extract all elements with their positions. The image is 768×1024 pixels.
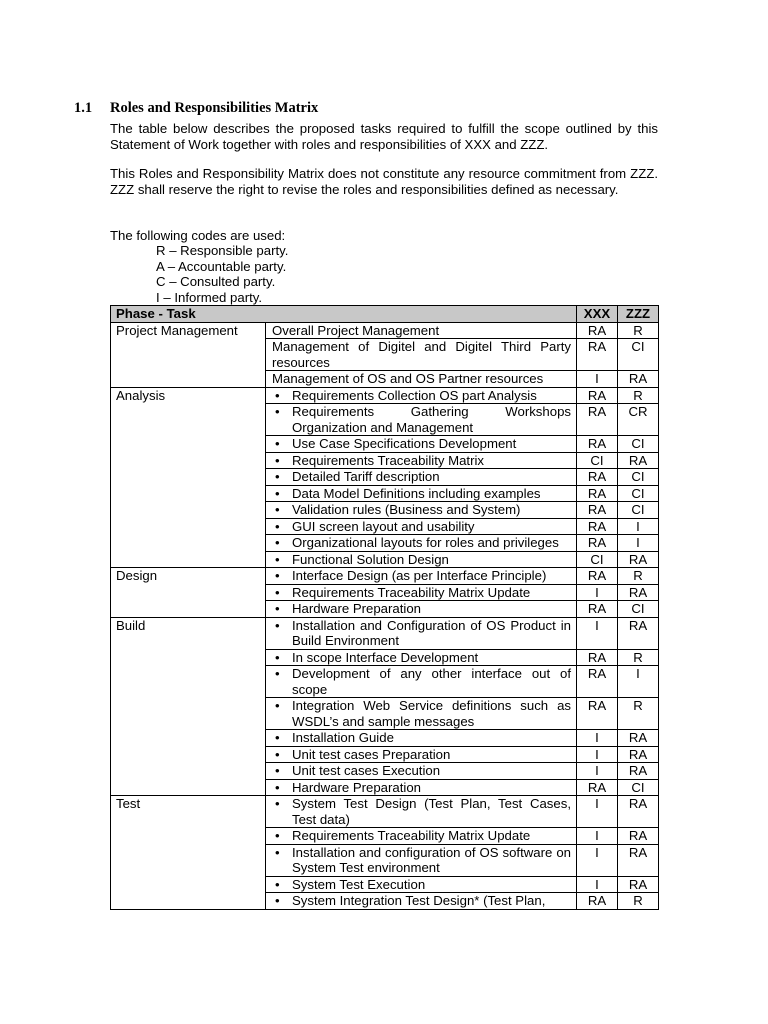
phase-cell: Design bbox=[111, 568, 266, 618]
role-code-zzz: CI bbox=[618, 779, 659, 796]
task-cell: • In scope Interface Development bbox=[266, 649, 577, 666]
code-item: I – Informed party. bbox=[156, 289, 263, 305]
task-cell: • Detailed Tariff description bbox=[266, 469, 577, 486]
task-cell: • System Integration Test Design* (Test Plan, bbox=[266, 893, 577, 910]
role-code-xxx: I bbox=[577, 730, 618, 747]
role-code-zzz: I bbox=[618, 535, 659, 552]
task-cell: Management of Digitel and Digitel Third Party resources bbox=[266, 339, 577, 371]
role-code-zzz: CR bbox=[618, 404, 659, 436]
role-code-xxx: RA bbox=[577, 404, 618, 436]
role-code-xxx: RA bbox=[577, 893, 618, 910]
task-cell: • Unit test cases Preparation bbox=[266, 746, 577, 763]
table-row bbox=[111, 796, 659, 828]
role-code-xxx: I bbox=[577, 876, 618, 893]
task-cell: • GUI screen layout and usability bbox=[266, 518, 577, 535]
task-cell: • Installation and configuration of OS software on System Test environment bbox=[266, 844, 577, 876]
task-cell: • Hardware Preparation bbox=[266, 601, 577, 618]
task-cell: • Validation rules (Business and System) bbox=[266, 502, 577, 519]
task-cell: • Requirements Traceability Matrix bbox=[266, 452, 577, 469]
role-code-zzz: I bbox=[618, 518, 659, 535]
task-cell: Management of OS and OS Partner resources bbox=[266, 371, 577, 388]
role-code-xxx: RA bbox=[577, 339, 618, 371]
header-zzz: ZZZ bbox=[618, 306, 659, 323]
task-cell: • Interface Design (as per Interface Principle) bbox=[266, 568, 577, 585]
phase-cell: Analysis bbox=[111, 387, 266, 568]
task-cell: • Data Model Definitions including examples bbox=[266, 485, 577, 502]
role-code-zzz: RA bbox=[618, 844, 659, 876]
role-code-zzz: RA bbox=[618, 617, 659, 649]
role-code-xxx: RA bbox=[577, 322, 618, 339]
role-code-zzz: CI bbox=[618, 601, 659, 618]
table-row bbox=[111, 617, 659, 649]
role-code-zzz: RA bbox=[618, 452, 659, 469]
role-code-xxx: I bbox=[577, 763, 618, 780]
task-cell: • Requirements Traceability Matrix Update bbox=[266, 584, 577, 601]
role-code-xxx: RA bbox=[577, 698, 618, 730]
role-code-zzz: RA bbox=[618, 828, 659, 845]
table-body bbox=[111, 322, 659, 909]
role-code-zzz: R bbox=[618, 649, 659, 666]
role-code-xxx: RA bbox=[577, 666, 618, 698]
roles-matrix-table bbox=[110, 305, 659, 910]
table-row bbox=[111, 387, 659, 404]
task-cell: • Functional Solution Design bbox=[266, 551, 577, 568]
role-code-zzz: CI bbox=[618, 485, 659, 502]
phase-cell: Project Management bbox=[111, 322, 266, 387]
task-cell: • System Test Execution bbox=[266, 876, 577, 893]
role-code-zzz: CI bbox=[618, 339, 659, 371]
section-heading bbox=[74, 101, 318, 117]
intro-paragraph: The table below describes the proposed tasks required to fulfill the scope outlined by this Statement of Work together with roles and responsibilities of XXX and ZZZ. bbox=[110, 121, 658, 152]
section-number: 1.1 bbox=[74, 100, 93, 116]
role-code-xxx: RA bbox=[577, 502, 618, 519]
task-cell: • Integration Web Service definitions such as WSDL’s and sample messages bbox=[266, 698, 577, 730]
role-code-zzz: R bbox=[618, 893, 659, 910]
role-code-xxx: RA bbox=[577, 535, 618, 552]
role-code-zzz: RA bbox=[618, 551, 659, 568]
task-cell: • Installation and Configuration of OS Product in Build Environment bbox=[266, 617, 577, 649]
codes-intro: The following codes are used: bbox=[110, 228, 286, 243]
table-row bbox=[111, 568, 659, 585]
section-title: Roles and Responsibilities Matrix bbox=[110, 100, 319, 116]
role-code-xxx: RA bbox=[577, 779, 618, 796]
role-code-zzz: CI bbox=[618, 469, 659, 486]
role-code-zzz: RA bbox=[618, 763, 659, 780]
task-cell: • Organizational layouts for roles and privileges bbox=[266, 535, 577, 552]
role-code-zzz: RA bbox=[618, 730, 659, 747]
role-code-zzz: RA bbox=[618, 371, 659, 388]
role-code-xxx: I bbox=[577, 617, 618, 649]
role-code-xxx: RA bbox=[577, 436, 618, 453]
role-code-zzz: RA bbox=[618, 796, 659, 828]
task-cell: • Development of any other interface out of scope bbox=[266, 666, 577, 698]
role-code-zzz: RA bbox=[618, 584, 659, 601]
phase-cell: Build bbox=[111, 617, 266, 796]
codes-list bbox=[156, 243, 288, 305]
role-code-xxx: CI bbox=[577, 452, 618, 469]
task-cell: • Unit test cases Execution bbox=[266, 763, 577, 780]
role-code-xxx: CI bbox=[577, 551, 618, 568]
role-code-zzz: CI bbox=[618, 502, 659, 519]
commitment-paragraph: This Roles and Responsibility Matrix does not constitute any resource commitment from ZZZ. ZZZ shall reserve the right to revise the roles and responsibilities defined as necessary. bbox=[110, 166, 658, 197]
role-code-zzz: RA bbox=[618, 876, 659, 893]
code-item: C – Consulted party. bbox=[156, 274, 276, 289]
role-code-zzz: R bbox=[618, 698, 659, 730]
role-code-zzz: R bbox=[618, 568, 659, 585]
task-cell: • Requirements Traceability Matrix Update bbox=[266, 828, 577, 845]
task-cell: Overall Project Management bbox=[266, 322, 577, 339]
role-code-xxx: I bbox=[577, 828, 618, 845]
role-code-xxx: RA bbox=[577, 568, 618, 585]
role-code-xxx: I bbox=[577, 746, 618, 763]
task-cell: • Requirements Collection OS part Analysis bbox=[266, 387, 577, 404]
code-item: R – Responsible party. bbox=[156, 243, 289, 258]
role-code-xxx: RA bbox=[577, 469, 618, 486]
role-code-xxx: RA bbox=[577, 485, 618, 502]
header-xxx: XXX bbox=[577, 306, 618, 323]
task-cell: • System Test Design (Test Plan, Test Cases, Test data) bbox=[266, 796, 577, 828]
role-code-zzz: I bbox=[618, 666, 659, 698]
role-code-zzz: CI bbox=[618, 436, 659, 453]
role-code-xxx: RA bbox=[577, 601, 618, 618]
table-row bbox=[111, 322, 659, 339]
role-code-zzz: R bbox=[618, 322, 659, 339]
phase-cell: Test bbox=[111, 796, 266, 910]
role-code-xxx: I bbox=[577, 844, 618, 876]
task-cell: • Installation Guide bbox=[266, 730, 577, 747]
table-header-row bbox=[111, 306, 659, 323]
role-code-xxx: RA bbox=[577, 518, 618, 535]
role-code-xxx: I bbox=[577, 796, 618, 828]
role-code-zzz: R bbox=[618, 387, 659, 404]
task-cell: • Requirements Gathering Workshops Organization and Management bbox=[266, 404, 577, 436]
role-code-zzz: RA bbox=[618, 746, 659, 763]
role-code-xxx: RA bbox=[577, 649, 618, 666]
role-code-xxx: RA bbox=[577, 387, 618, 404]
code-item: A – Accountable party. bbox=[156, 258, 287, 274]
header-phase-task: Phase - Task bbox=[111, 306, 577, 323]
role-code-xxx: I bbox=[577, 584, 618, 601]
task-cell: • Use Case Specifications Development bbox=[266, 436, 577, 453]
role-code-xxx: I bbox=[577, 371, 618, 388]
task-cell: • Hardware Preparation bbox=[266, 779, 577, 796]
